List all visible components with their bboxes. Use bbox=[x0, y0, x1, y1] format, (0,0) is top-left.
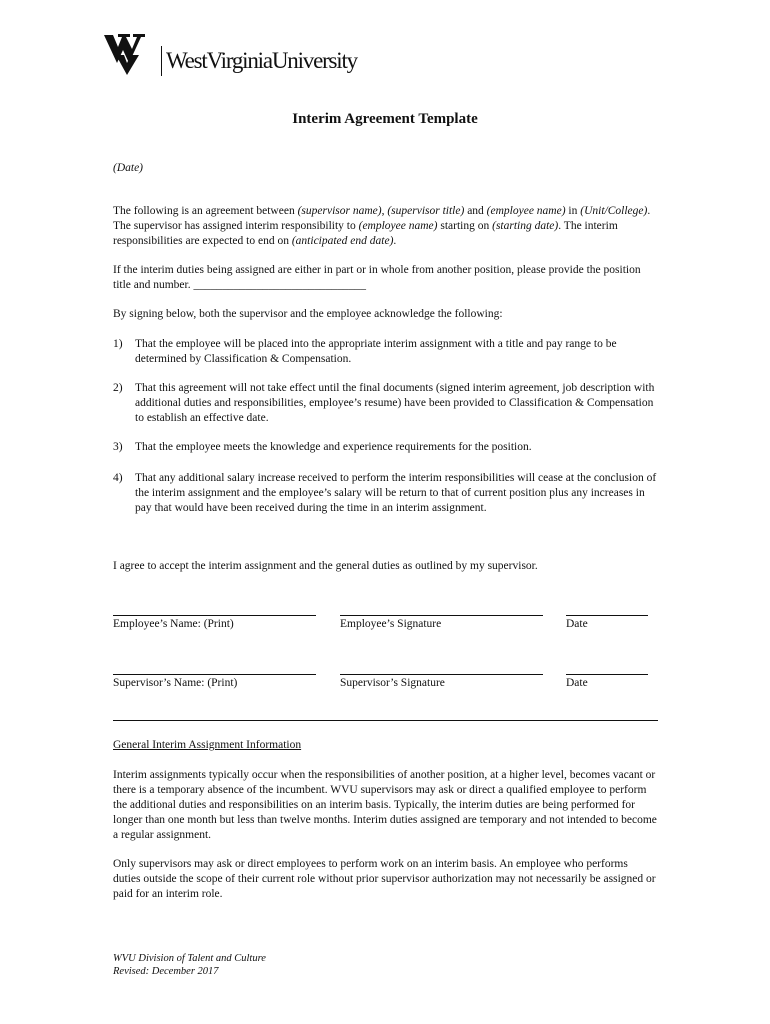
employee-name-line bbox=[113, 615, 316, 616]
employee-signature-line bbox=[340, 615, 543, 616]
agree-paragraph: I agree to accept the interim assignment and the general duties as outlined by my supervisor. bbox=[113, 560, 538, 572]
list-item-text: That the employee meets the knowledge and experience requirements for the position. bbox=[135, 441, 532, 453]
employee-name-label: Employee’s Name: (Print) bbox=[113, 618, 234, 630]
info-paragraph-1: Interim assignments typically occur when the responsibilities of another position, at a higher level, becomes vacant or there is a temporary absence of the incumbent. WVU supervisors may ask or direct a qualified employee to perform the additional duties and responsibilities on an interim basis. Typically, the interim duties are being performed for longer than one month but less than twelve months. Interim duties assigned are temporary and not intended to become a regular assignment. bbox=[113, 769, 657, 841]
list-item-number: 2) bbox=[113, 382, 123, 394]
wvu-flying-wv-logo bbox=[104, 33, 150, 75]
list-item-text: That any additional salary increase received to perform the interim responsibilities will cease at the conclusion of the interim assignment and the employee’s salary will be return to that of current position plus any increases in pay that would have been received during the time in an interim assignment. bbox=[135, 472, 657, 514]
employee-name-placeholder: (employee name) bbox=[486, 205, 566, 217]
list-item-number: 1) bbox=[113, 338, 123, 350]
university-wordmark: WestVirginiaUniversity bbox=[166, 48, 357, 73]
supervisor-date-label: Date bbox=[566, 677, 588, 689]
intro-text: in bbox=[565, 205, 581, 217]
employee-date-label: Date bbox=[566, 618, 588, 630]
list-item-number: 4) bbox=[113, 472, 123, 484]
employee-date-line bbox=[566, 615, 648, 616]
intro-text: The following is an agreement between bbox=[113, 205, 298, 217]
date-placeholder: (Date) bbox=[113, 162, 144, 174]
list-item-text: That this agreement will not take effect until the final documents (signed interim agreement, job description with additional duties and responsibilities, employee’s resume) have been provided to Classification & Compensation to establish an effective date. bbox=[135, 382, 655, 424]
footer-department: WVU Division of Talent and Culture bbox=[113, 953, 266, 964]
supervisor-name-label: Supervisor’s Name: (Print) bbox=[113, 677, 238, 689]
end-date-placeholder: (anticipated end date) bbox=[291, 235, 394, 247]
intro-text: . The interim responsibilities are expected to end on bbox=[113, 220, 618, 247]
supervisor-signature-label: Supervisor’s Signature bbox=[340, 677, 445, 689]
unit-college-placeholder: (Unit/College) bbox=[580, 205, 648, 217]
supervisor-title-placeholder: (supervisor title) bbox=[387, 205, 465, 217]
supervisor-date-line bbox=[566, 674, 648, 675]
supervisor-name-placeholder: (supervisor name) bbox=[297, 205, 382, 217]
intro-text: , bbox=[381, 205, 388, 217]
intro-text: starting on bbox=[437, 220, 493, 232]
logo-divider bbox=[161, 46, 162, 76]
document-title: Interim Agreement Template bbox=[292, 111, 478, 127]
list-item-text: That the employee will be placed into the appropriate interim assignment with a title and pay range to be determined by Classification & Compensation. bbox=[135, 338, 617, 365]
supervisor-name-line bbox=[113, 674, 316, 675]
intro-text: and bbox=[464, 205, 487, 217]
info-paragraph-2: Only supervisors may ask or direct employees to perform work on an interim basis. An employee who performs duties outside the scope of their current role without prior supervisor authorization may not necessarily be assigned or paid for an interim role. bbox=[113, 858, 656, 900]
list-item-number: 3) bbox=[113, 441, 123, 453]
intro-text: . The supervisor has assigned interim responsibility to bbox=[113, 205, 651, 232]
acknowledge-paragraph: By signing below, both the supervisor and the employee acknowledge the following: bbox=[113, 308, 503, 320]
section-divider bbox=[113, 720, 658, 721]
supervisor-signature-line bbox=[340, 674, 543, 675]
intro-paragraph bbox=[113, 204, 658, 249]
employee-signature-label: Employee’s Signature bbox=[340, 618, 442, 630]
info-heading: General Interim Assignment Information bbox=[113, 739, 302, 751]
starting-date-placeholder: (starting date) bbox=[492, 220, 559, 232]
intro-text: . bbox=[393, 235, 397, 247]
employee-name-placeholder: (employee name) bbox=[358, 220, 438, 232]
footer-revised: Revised: December 2017 bbox=[113, 966, 219, 977]
position-paragraph: If the interim duties being assigned are either in part or in whole from another position, please provide the position title and number. ______________________________ bbox=[113, 264, 641, 291]
